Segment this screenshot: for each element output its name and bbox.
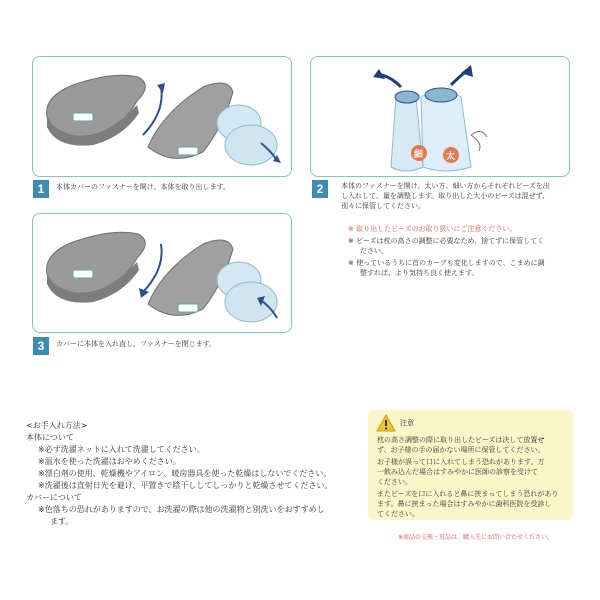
care-line-9: ます。 [50, 517, 74, 526]
note-1-line-2: ださい。 [360, 247, 388, 255]
note-2-line-2: 整すれば、より気持ち良く使えます。 [360, 269, 479, 277]
label-thick: 太 [446, 152, 456, 162]
care-line-1: <お手入れ方法> [26, 421, 88, 430]
warning-line-1: 枕の高さ調整の際に取り出したビーズは決して放置せ [377, 436, 545, 444]
warning-line-7: ます。鼻に挟まった場合はすみやかに歯科医院を受診し [377, 500, 552, 508]
care-line-6: ※洗濯後は直射日光を避け、平置きで陰干ししてしっかりと乾燥させてください。 [38, 481, 333, 490]
step-2-number: 2 [312, 180, 328, 198]
care-line-2: 本体について [26, 433, 74, 442]
care-line-7: カバーについて [26, 493, 82, 502]
step-3-illustration [33, 214, 291, 332]
care-line-4: ※温水を使った洗濯はおやめください。 [38, 457, 181, 466]
step-2-text-line-2: し入れして、量を調整します。取り出した大小のビーズは混ぜず、 [341, 192, 550, 200]
warning-line-4: 一飲み込んだ場合はすみやかに医師の診察を受けて [377, 468, 538, 476]
warning-line-6: またビーズを口に入れると鼻に挟まってしまう恐れがあり [377, 490, 559, 498]
step-2-illustration [311, 57, 569, 176]
label-thin: 細 [414, 150, 424, 160]
warning-icon [376, 414, 396, 432]
warning-line-5: ください。 [377, 478, 412, 486]
care-line-5: ※漂白剤の使用、乾燥機やアイロン、暖房器具を使った乾燥はしないでください。 [38, 469, 332, 478]
footer-note: ※商品の交換・返品は、購入先にお問い合わせください。 [398, 534, 554, 541]
note-1-line-1: ※ ビーズは枕の高さの調整に必要なため、捨てずに保管してく [348, 237, 545, 245]
care-line-8: ※色落ちの恐れがありますので、お洗濯の際は他の洗濯物と別洗いをおすすめし [38, 505, 325, 514]
step-1-number: 1 [33, 180, 49, 198]
note-2-line-1: ※ 使っているうちに首のカーブも変化しますので、こまめに調 [348, 259, 545, 267]
step-1-panel [32, 56, 292, 177]
warning-line-2: ず、お子様の手の届かない場所に保管してください。 [377, 446, 545, 454]
warning-line-8: てください。 [377, 510, 419, 518]
step-1-text: 本体カバーのファスナーを開け、本体を取り出します。 [56, 183, 230, 191]
step-3-number: 3 [33, 337, 49, 355]
step-3-text: カバーに本体を入れ直し、ファスナーを閉じます。 [56, 340, 217, 348]
step-1-illustration [33, 57, 291, 176]
warning-title: 注意 [400, 419, 414, 427]
step-2-panel [310, 56, 570, 177]
care-line-3: ※必ず洗濯ネットに入れて洗濯してください。 [38, 445, 205, 454]
step-2-text-line-1: 本体のファスナーを開け、太い方、細い方からそれぞれビーズを出 [341, 182, 550, 190]
warning-line-3: お子様が誤って口に入れてしまう恐れがあります。万 [377, 458, 545, 466]
notes-heading: ※ 取り出したビーズのお取り扱いにご注意ください。 [348, 225, 517, 233]
step-2-text-line-3: 別々に保管してください。 [341, 202, 425, 210]
step-3-panel [32, 213, 292, 333]
warning-box [368, 410, 573, 520]
